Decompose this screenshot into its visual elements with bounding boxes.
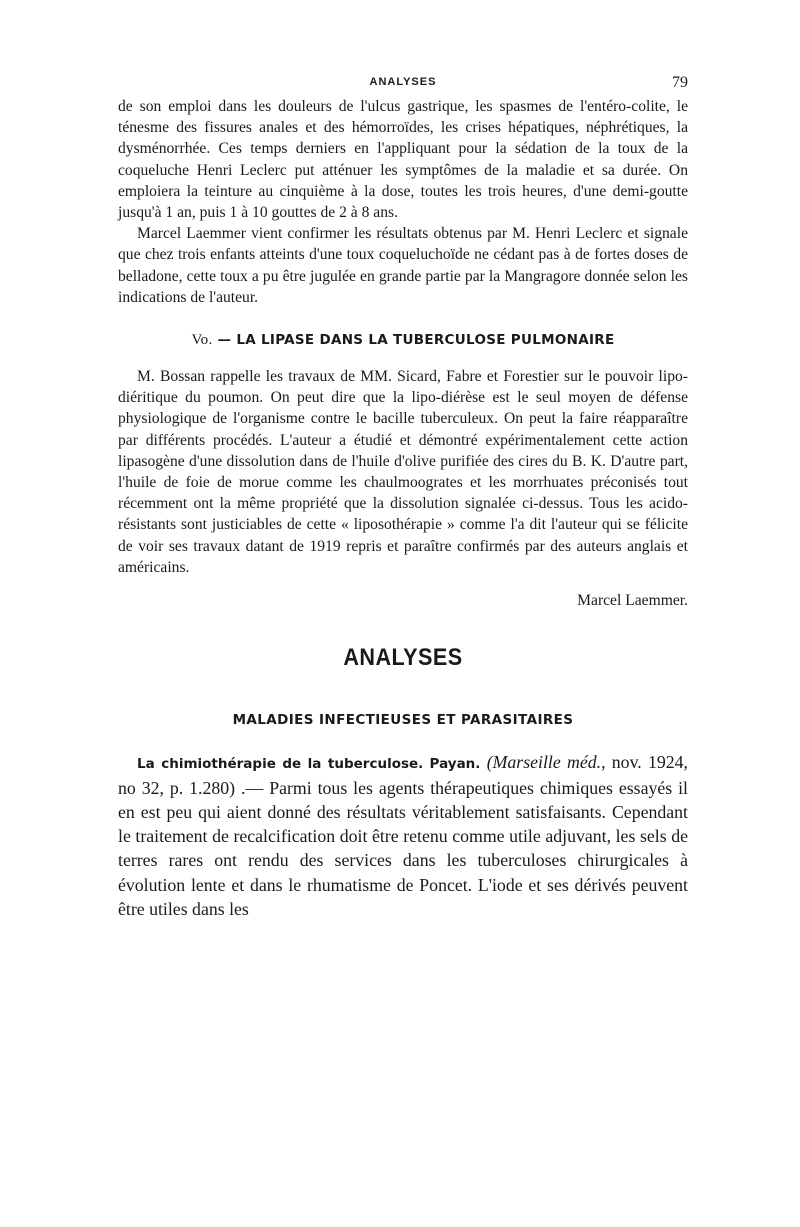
analyses-heading: ANALYSES <box>343 644 463 672</box>
section-number: Vo. <box>191 332 213 349</box>
article-title: La chimiothérapie de la tuberculose. <box>137 756 424 773</box>
laemmer-paragraph: Marcel Laemmer vient confirmer les résultats obtenus par M. Henri Leclerc et signale que chez trois enfants atteints d'une toux coqueluchoïde ne cédant pas à de fortes doses de belladone, cette toux a pu être jugulée en grande partie par la Mangragore donnée selon les indications de l'auteur. <box>118 225 688 306</box>
signature: Marcel Laemmer. <box>577 592 688 610</box>
article-paragraph <box>118 750 688 921</box>
running-head <box>118 70 688 96</box>
lipase-paragraph: M. Bossan rappelle les travaux de MM. Sicard, Fabre et Forestier sur le pouvoir lipo-diéritique du poumon. On peut dire que la lipo-diérèse est le seul moyen de défense physiologique de l'organisme contre le bacille tuberculeux. On peut la faire réapparaître par différents procédés. L'auteur a étudié et démontré expérimentalement cette action lipasogène d'une dissolution dans de l'huile d'olive purifiée des cires du B. K. D'autre part, l'huile de foie de morue comme les chaulmoogrates et les morrhuates préconisés tout récemment ont la même propriété que la dissolution signalée ci-dessus. Tous les acido-résistants sont justiciables de cette « liposothérapie » comme l'a dit l'auteur qui se félicite de voir ses travaux datant de 1919 repris et paraître confirmés par des auteurs anglais et américains. <box>118 368 688 576</box>
running-title: ANALYSES <box>369 76 437 88</box>
section-v-title <box>178 330 628 350</box>
book-page <box>118 70 688 921</box>
continued-paragraph: de son emploi dans les douleurs de l'ulcus gastrique, les spasmes de l'entéro-colite, le ténesme des fissures anales et des hémorroïdes, les crises hépatiques, néphrétiques, la dysménorrhée. Ces temps derniers en l'appliquant pour la sédation de la toux de la coqueluche Henri Leclerc put atténuer les symptômes de la maladie et sa durée. On emploiera la teinture au cinquième à la dose, toutes les trois heures, d'une demi-goutte jusqu'à 1 an, puis 1 à 10 gouttes de 2 à 8 ans. <box>118 98 688 222</box>
page-number: 79 <box>672 74 688 91</box>
article-text: Parmi tous les agents thérapeutiques chimiques essayés il en est peu qui aient donné des résultats véritablement satisfaisants. Cependant le traitement de recalcification doit être retenu comme utile adjuvant, les sels de terres rares ont rendu des services dans les tuberculoses chirurgicales à évolution lente et dans le rhumatisme de Poncet. L'iode et ses dérivés peuvent être utiles dans les <box>118 778 689 919</box>
article-author: Payan. <box>429 756 481 773</box>
category-heading: MALADIES INFECTIEUSES ET PARASITAIRES <box>232 712 574 729</box>
article-journal: (Marseille méd., <box>486 752 606 773</box>
article-reference: nov. 1924, no 32, p. 1.280) .— <box>118 752 688 799</box>
section-heading: — LA LIPASE DANS LA TUBERCULOSE PULMONAIRE <box>217 332 615 349</box>
